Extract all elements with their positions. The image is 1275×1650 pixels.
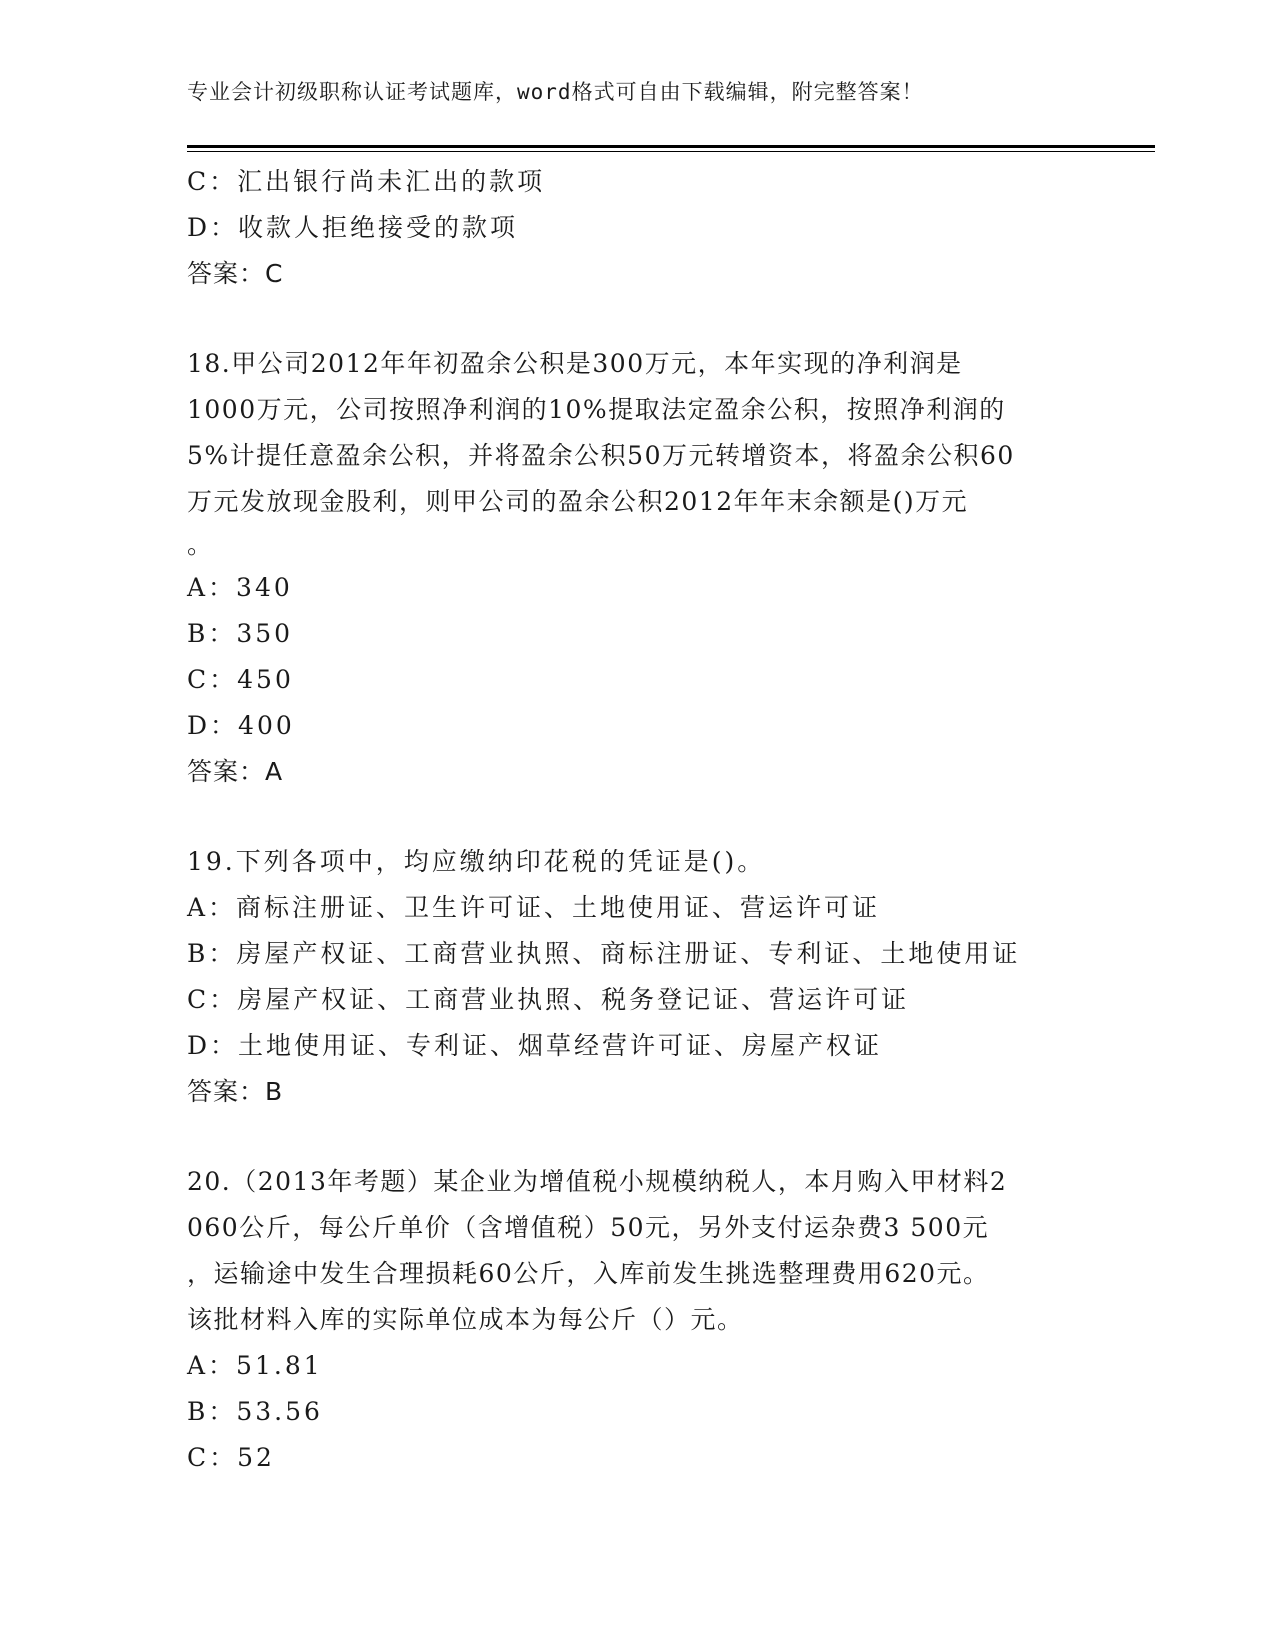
q18-stem-line-1: 18.甲公司2012年年初盈余公积是300万元，本年实现的净利润是 [187,349,963,378]
q17-option-c: C：汇出银行尚未汇出的款项 [187,167,546,196]
q19-option-d: D：土地使用证、专利证、烟草经营许可证、房屋产权证 [187,1031,883,1060]
q20-option-b: B：53.56 [187,1397,323,1426]
q20-stem-line-3: ，运输途中发生合理损耗60公斤，入库前发生挑选整理费用620元。 [187,1259,990,1288]
q18-option-b: B：350 [187,619,294,648]
q18-option-d: D：400 [187,711,295,740]
q20-stem-line-4: 该批材料入库的实际单位成本为每公斤（）元。 [187,1305,744,1334]
spacer [187,795,1092,839]
q18-stem-line-3: 5%计提任意盈余公积，并将盈余公积50万元转增资本，将盈余公积60 [187,441,1015,470]
q18-stem-line-2: 1000万元，公司按照净利润的10%提取法定盈余公积，按照净利润的 [187,395,1006,424]
question-19 [187,839,1092,1115]
spacer [187,297,1092,341]
question-18 [187,341,1092,795]
question-20 [187,1159,1092,1481]
q19-answer: 答案：B [187,1077,284,1106]
header-rule-thick [187,145,1155,148]
q19-option-b: B：房屋产权证、工商营业执照、商标注册证、专利证、土地使用证 [187,939,1021,968]
q19-option-c: C：房屋产权证、工商营业执照、税务登记证、营运许可证 [187,985,910,1014]
q19-stem: 19.下列各项中，均应缴纳印花税的凭证是()。 [187,847,766,876]
q18-answer: 答案：A [187,757,284,786]
q20-stem-line-1: 20.（2013年考题）某企业为增值税小规模纳税人，本月购入甲材料2 [187,1167,1008,1196]
header-rule-thin [187,151,1155,152]
q18-option-a: A：340 [187,573,293,602]
q17-answer: 答案：C [187,259,284,288]
q18-stem-line-5: 。 [187,530,216,559]
q18-stem-line-4: 万元发放现金股利，则甲公司的盈余公积2012年年末余额是()万元 [187,487,969,516]
q20-stem-line-2: 060公斤，每公斤单价（含增值税）50元，另外支付运杂费3 500元 [187,1213,990,1242]
q18-option-c: C：450 [187,665,294,694]
document-body [187,159,1092,1481]
q19-option-a: A：商标注册证、卫生许可证、土地使用证、营运许可证 [187,893,881,922]
q20-option-a: A：51.81 [187,1351,323,1380]
question-17-tail [187,159,1092,297]
q17-option-d: D：收款人拒绝接受的款项 [187,213,519,242]
spacer [187,1115,1092,1159]
q20-option-c: C：52 [187,1443,275,1472]
page-header: 专业会计初级职称认证考试题库，word格式可自由下载编辑，附完整答案！ [187,80,924,104]
